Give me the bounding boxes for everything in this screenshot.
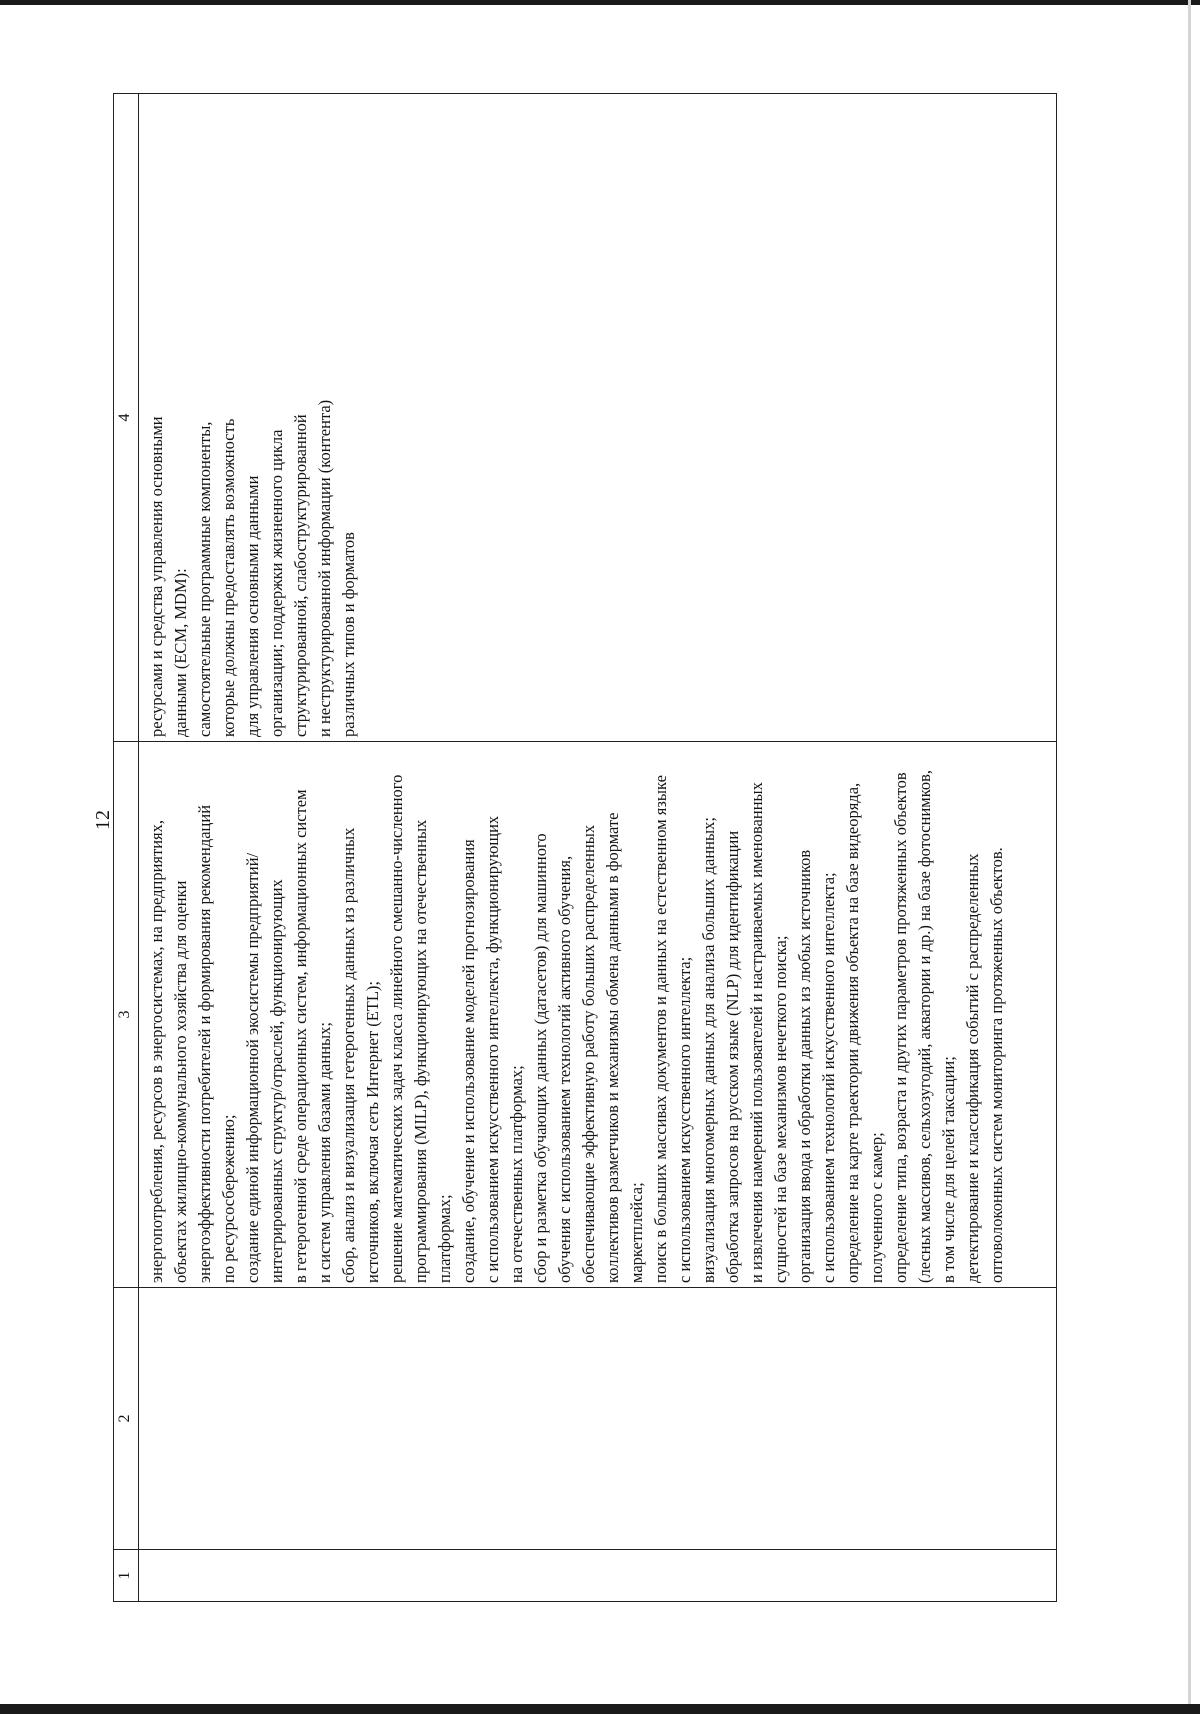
text-line: определение типа, возраста и других параметров протяженных объектов [891, 772, 910, 1283]
text-line: визуализация многомерных данных для анализа больших данных; [699, 817, 718, 1283]
rotated-page-content [113, 94, 1057, 1602]
text-line: создание, обучение и использование моделей прогнозирования [459, 839, 478, 1283]
text-line: энергопотребления, ресурсов в энергосистемах, на предприятиях, [147, 819, 166, 1283]
text-line: энергоэффективности потребителей и формирования рекомендаций [195, 804, 214, 1283]
text-line: на отечественных платформах; [507, 1065, 526, 1283]
scan-edge-top [0, 0, 1200, 5]
text-line: структурированной, слабоструктурированной [291, 414, 310, 737]
text-line: и систем управления базами данных; [315, 1022, 334, 1283]
text-line: ресурсами и средства управления основными [147, 416, 166, 737]
text-line: создание единой информационной экосистемы предприятий/ [243, 852, 262, 1283]
table-header-row [114, 94, 139, 1602]
cell-col-3 [139, 742, 1057, 1288]
text-line: маркетплейса; [627, 1182, 646, 1283]
text-line: оптоволоконных систем мониторинга протяженных объектов. [987, 847, 1006, 1283]
text-line: источников, включая сеть Интернет (ETL); [363, 980, 382, 1283]
text-line: программирования (MILP), функционирующих на отечественных [411, 819, 430, 1283]
text-line: по ресурсосбережению; [219, 1114, 238, 1283]
text-line: которые должны предоставлять возможность [219, 418, 238, 737]
header-col-3: 3 [114, 742, 139, 1288]
col4-text [139, 98, 361, 737]
text-line: (лесных массивов, сельхозугодий, акватории и др.) на базе фотоснимков, [915, 769, 934, 1283]
header-col-4: 4 [114, 94, 139, 742]
text-line: обработка запросов на русском языке (NLP) для идентификации [723, 830, 742, 1283]
cell-col-1 [139, 1550, 1057, 1602]
text-line: организация ввода и обработки данных из любых источников [795, 849, 814, 1283]
text-line: организации; поддержки жизненного цикла [267, 429, 286, 737]
text-line: для управления основными данными [243, 475, 262, 737]
text-line: в том числе для целей таксации; [939, 1056, 958, 1283]
text-line: с использованием искусственного интеллекта, функционирующих [483, 815, 502, 1283]
text-line: объектах жилищно-коммунального хозяйства для оценки [171, 880, 190, 1283]
text-line: определение на карте траектории движения объекта на базе видеоряда, [843, 782, 862, 1283]
scan-edge-bottom [0, 1704, 1200, 1714]
header-col-2: 2 [114, 1288, 139, 1550]
text-line: обучения с использованием технологий активного обучения, [555, 855, 574, 1283]
text-line: данными (ECM, MDM): [171, 568, 190, 737]
text-line: с использованием технологий искусственного интеллекта; [819, 872, 838, 1283]
page-number: 12 [92, 810, 114, 830]
text-line: обеспечивающие эффективную работу больших распределенных [579, 824, 598, 1283]
text-line: коллективов разметчиков и механизмы обмена данными в формате [603, 812, 622, 1283]
document-table [113, 93, 1057, 1602]
text-line: интегрированных структур/отраслей, функционирующих [267, 879, 286, 1283]
cell-col-4 [139, 94, 1057, 742]
text-line: детектирование и классификация событий с распределенных [963, 853, 982, 1283]
text-line: сбор, анализ и визуализация гетерогенных данных из различных [339, 827, 358, 1283]
text-line: сбор и разметка обучающих данных (датасетов) для машинного [531, 833, 550, 1283]
text-line: самостоятельные программные компоненты, [195, 421, 214, 737]
text-line: и неструктурированной информации (контента) [315, 399, 334, 737]
table-row [139, 94, 1057, 1602]
text-line: в гетерогенной среде операционных систем, информационных систем [291, 789, 310, 1283]
cell-col-2 [139, 1288, 1057, 1550]
text-line: решение математических задач класса линейного смешанно-численного [387, 774, 406, 1283]
text-line: различных типов и форматов [339, 532, 358, 737]
text-line: с использованием искусственного интеллекта; [675, 956, 694, 1283]
text-line: платформах; [435, 1194, 454, 1283]
text-line: поиск в больших массивах документов и данных на естественном языке [651, 775, 670, 1283]
text-line: сущностей на базе механизмов нечеткого поиска; [771, 935, 790, 1283]
text-line: и извлечения намерений пользователей и настраиваемых именованных [747, 782, 766, 1283]
header-col-1: 1 [114, 1550, 139, 1602]
scan-edge-right [1188, 0, 1191, 1714]
col3-text [139, 746, 1009, 1283]
text-line: полученного с камер; [867, 1132, 886, 1283]
